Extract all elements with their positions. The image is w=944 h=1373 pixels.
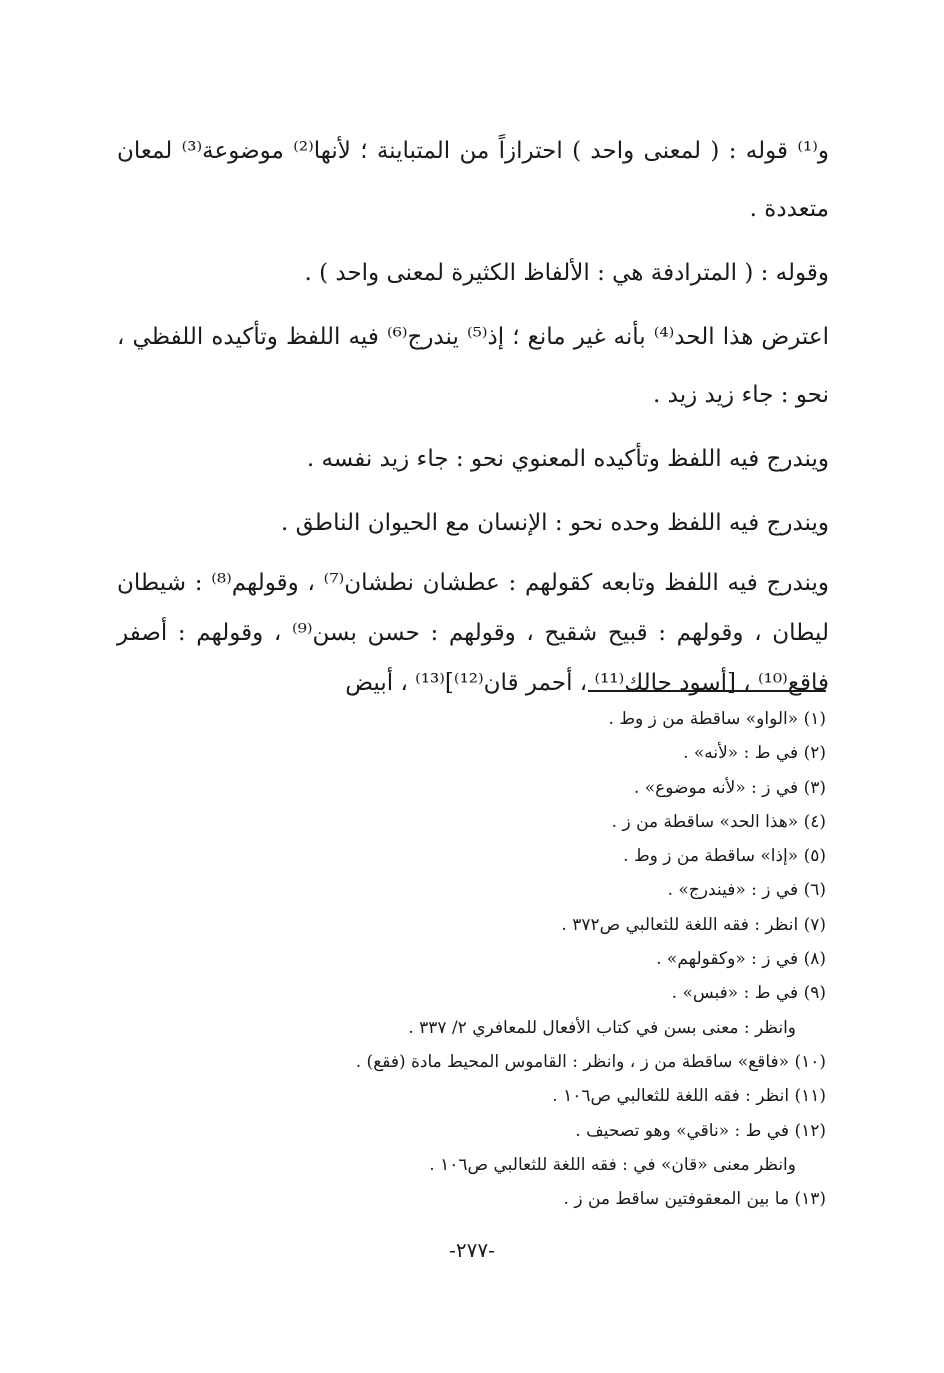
- paragraph-definition-alone: ويندرج فيه اللفظ وحده نحو : الإنسان مع الحيوان الناطق .: [280, 510, 829, 536]
- footnote-6: (٦) في ز : «فيندرج» .: [667, 880, 826, 901]
- footnote-12-continuation: وانظر معنى «قان» في : فقه اللغة للثعالبي ص١٠٦ .: [429, 1154, 796, 1175]
- main-text: [117, 122, 829, 708]
- footnote-9-continuation: وانظر : معنى بسن في كتاب الأفعال للمعافري ٢/ ٣٣٧ .: [408, 1017, 796, 1038]
- footnote-10: (١٠) «فاقع» ساقطة من ز ، وانظر : القاموس المحيط مادة (فقع) .: [355, 1051, 826, 1072]
- footnote-9: (٩) في ط : «فبس» .: [671, 983, 826, 1004]
- paragraph-follower-words: ويندرج فيه اللفظ وتابعه كقولهم : عطشان نطشان⁽⁷⁾ ، وقولهم⁽⁸⁾ : شيطان ليطان ، وقولهم : قبيح شقيح ، وقولهم : حسن بسن⁽⁹⁾ ، وقولهم : أصفر فاقع⁽¹⁰⁾ ، [أسود حالك⁽¹¹⁾ ، أحمر قان⁽¹²⁾]⁽¹³⁾ ، أبيض: [117, 570, 829, 696]
- footnote-4: (٤) «هذا الحد» ساقطة من ز .: [611, 811, 826, 832]
- footnote-5: (٥) «إذا» ساقطة من ز وط .: [623, 846, 826, 867]
- footnote-divider: [588, 690, 826, 692]
- footnote-13: (١٣) ما بين المعقوفتين ساقط من ز .: [563, 1189, 826, 1210]
- page-number: -٢٧٧-: [449, 1238, 495, 1262]
- paragraph-definition-note: و⁽¹⁾ قوله : ( لمعنى واحد ) احترازاً من المتباينة ؛ لأنها⁽²⁾ موضوعة⁽³⁾ لمعان متعددة .: [117, 138, 829, 222]
- footnote-1: (١) «الواو» ساقطة من ز وط .: [608, 709, 826, 729]
- paragraph-objection: اعترض هذا الحد⁽⁴⁾ بأنه غير مانع ؛ إذ⁽⁵⁾ يندرج⁽⁶⁾ فيه اللفظ وتأكيده اللفظي ، نحو : جاء زيد زيد .: [117, 324, 829, 408]
- footnotes-list: [106, 702, 826, 1216]
- footnote-7: (٧) انظر : فقه اللغة للثعالبي ص٣٧٢ .: [561, 914, 826, 935]
- paragraph-definition-quote: وقوله : ( المترادفة هي : الألفاظ الكثيرة لمعنى واحد ) .: [304, 260, 829, 286]
- footnote-12: (١٢) في ط : «ناقي» وهو تصحيف .: [575, 1120, 826, 1141]
- footnote-8: (٨) في ز : «وكقولهم» .: [656, 949, 826, 970]
- footnote-11: (١١) انظر : فقه اللغة للثعالبي ص١٠٦ .: [552, 1086, 826, 1107]
- footnote-3: (٣) في ز : «لأنه موضوع» .: [633, 777, 826, 798]
- footnote-2: (٢) في ط : «لأنه» .: [683, 743, 826, 764]
- paragraph-semantic-emphasis: ويندرج فيه اللفظ وتأكيده المعنوي نحو : جاء زيد نفسه .: [306, 446, 829, 472]
